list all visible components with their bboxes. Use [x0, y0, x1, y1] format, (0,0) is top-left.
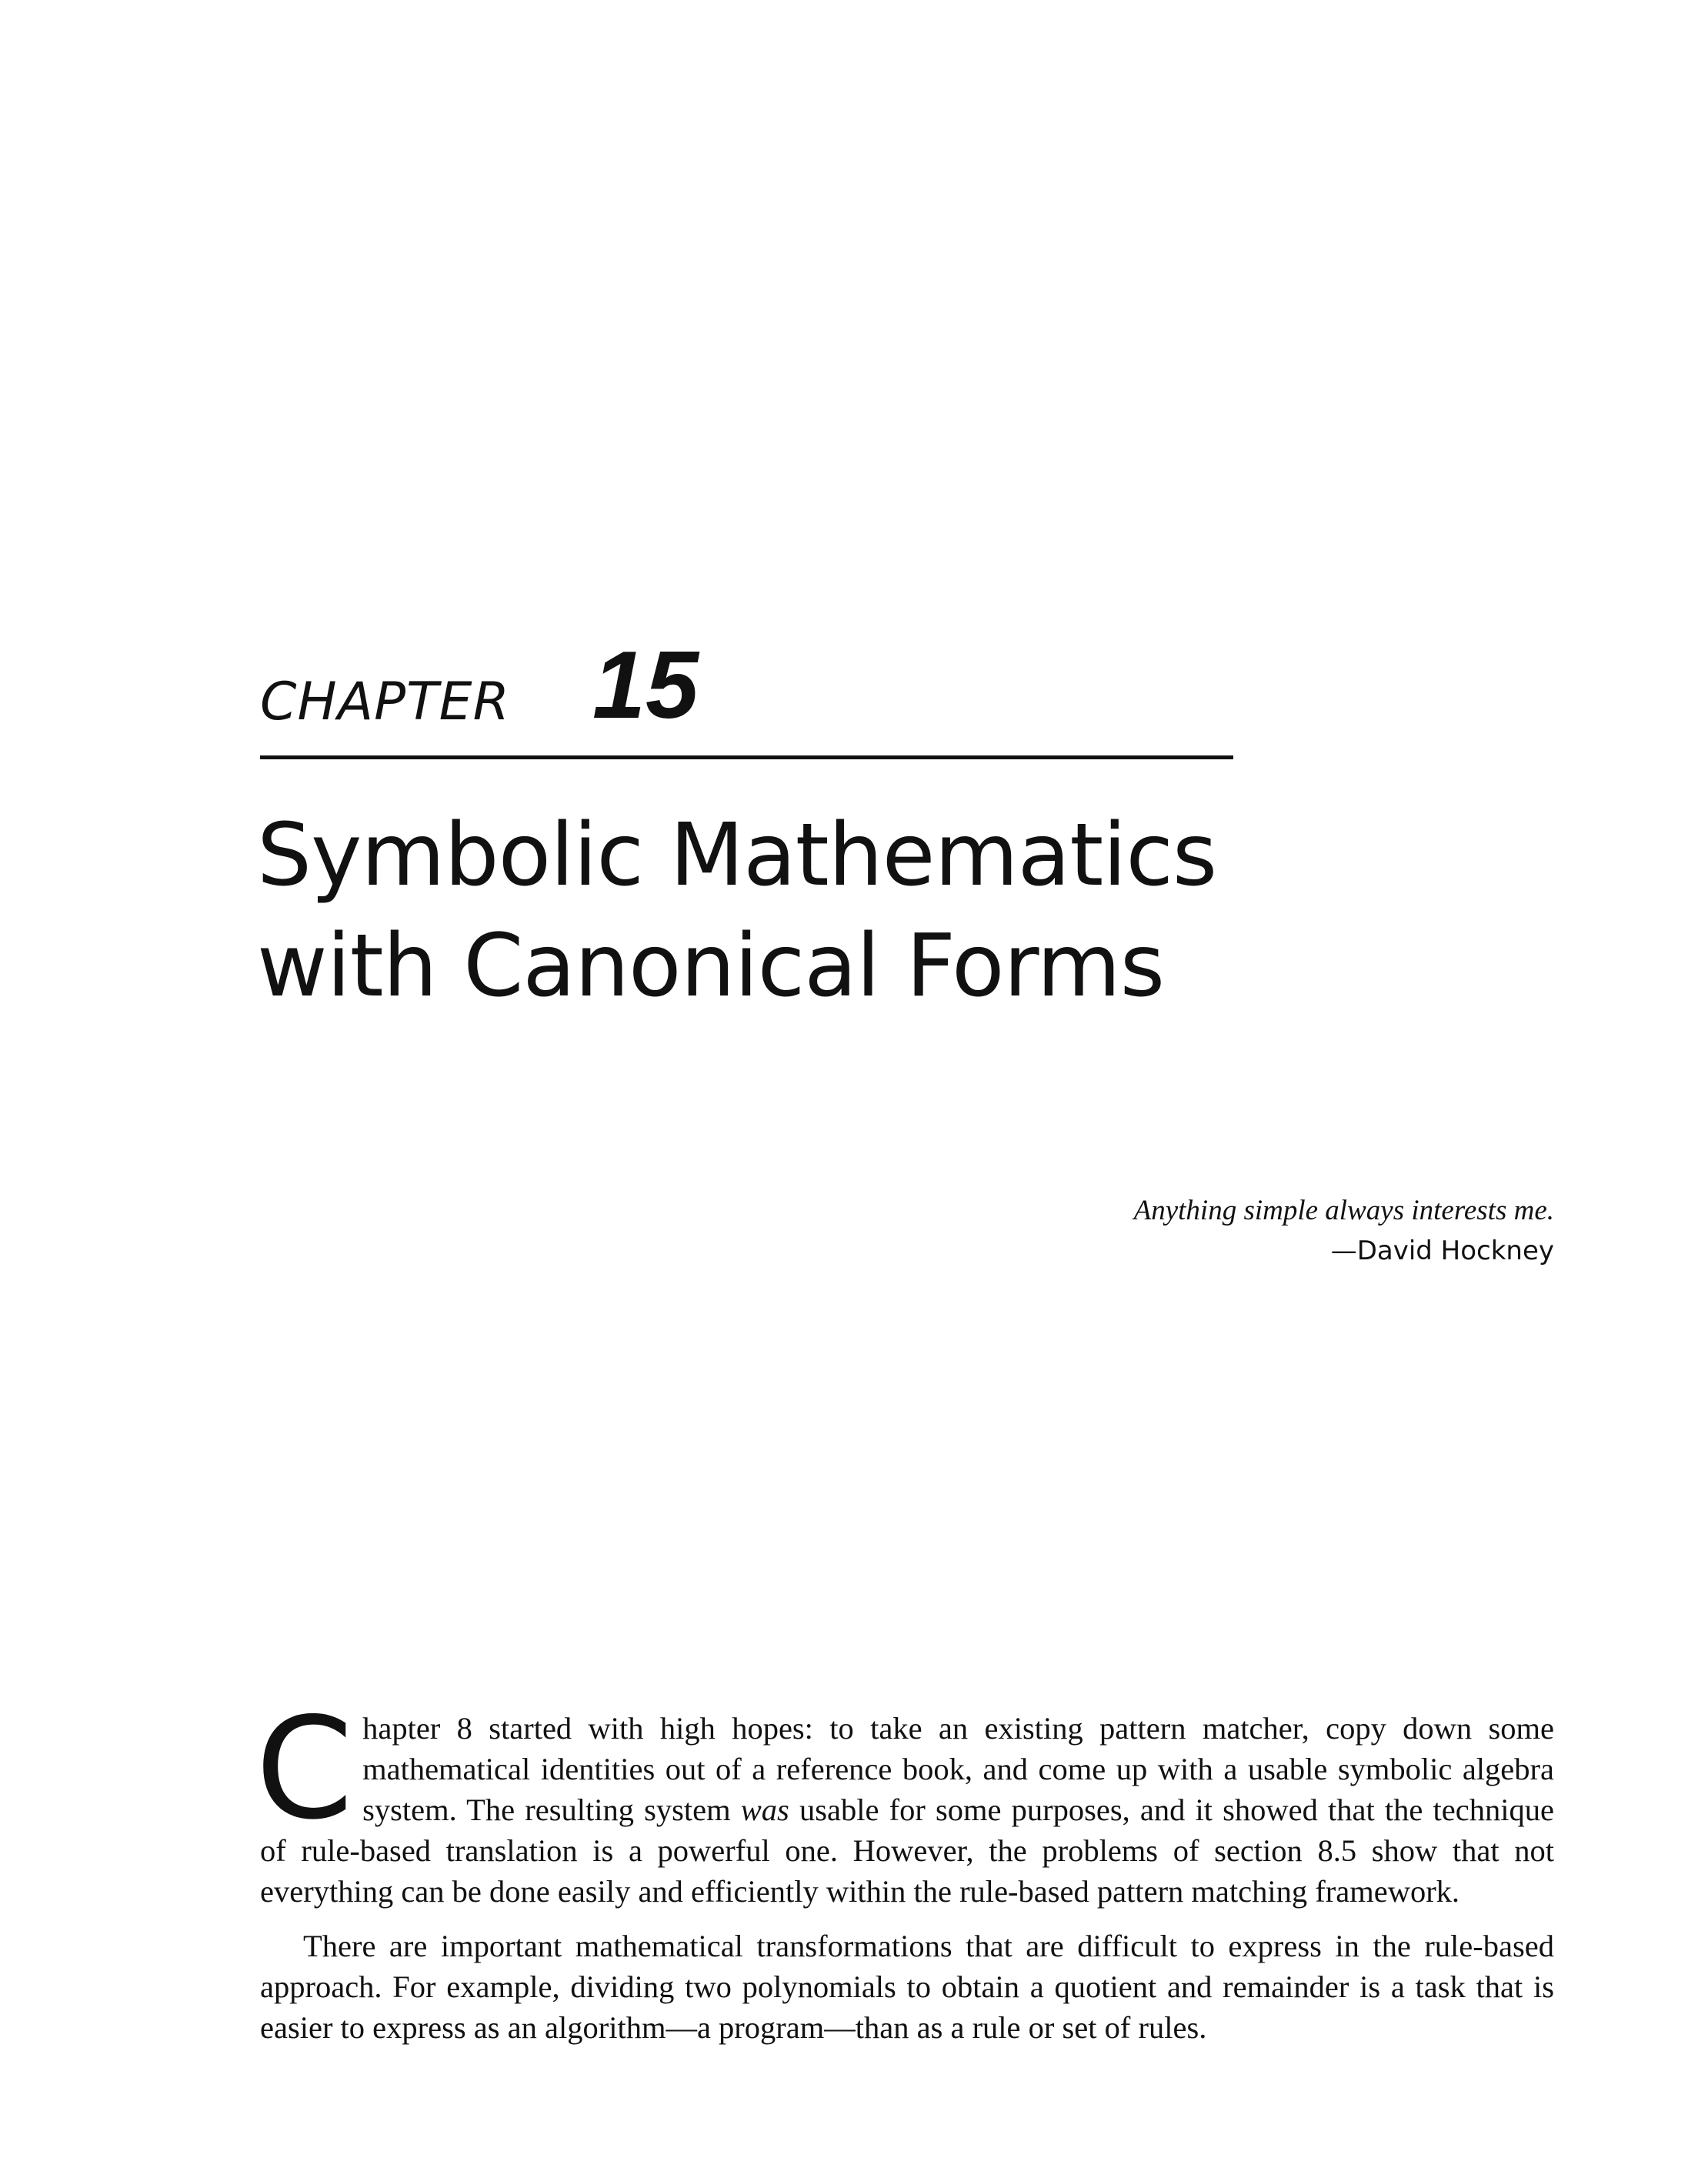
- chapter-title-line-1: Symbolic Mathematics: [257, 805, 1217, 905]
- paragraph-2: There are important mathematical transformations that are difficult to express in the rule-based approach. For example, dividing two polynomials to obtain a quotient and remainder is a task that is easier to express as an algorithm—a program—than as a rule or set of rules.: [260, 1929, 1554, 2045]
- chapter-number: 15: [592, 632, 699, 739]
- chapter-rule-divider: [260, 755, 1233, 759]
- paragraph-1-emphasis: was: [740, 1792, 789, 1827]
- epigraph-author: —David Hockney: [1330, 1236, 1554, 1266]
- paragraph-1: [255, 1687, 1554, 1912]
- paragraph-1-text-after: usable for some purposes, and it showed that the technique of rule-based translation is a powerful one. However, the problems of section 8.5 show that not everything can be done easily and efficiently within the rule-based pattern matching framework.: [260, 1792, 1554, 1909]
- paragraph-1-text-before: hapter 8 started with high hopes: to take an existing pattern matcher, copy down some mathematical identities out of a reference book, and come up with a usable symbolic algebra system. The resulting system: [362, 1711, 1554, 1827]
- chapter-label: CHAPTER: [260, 672, 510, 732]
- epigraph: [862, 1191, 1554, 1271]
- chapter-title-line-2: with Canonical Forms: [257, 916, 1165, 1016]
- drop-cap: C: [255, 1687, 354, 1850]
- epigraph-quote: Anything simple always interests me.: [1133, 1195, 1554, 1226]
- body-text: [255, 1687, 1554, 2048]
- chapter-title: [257, 800, 1257, 1022]
- chapter-heading: [260, 632, 1233, 750]
